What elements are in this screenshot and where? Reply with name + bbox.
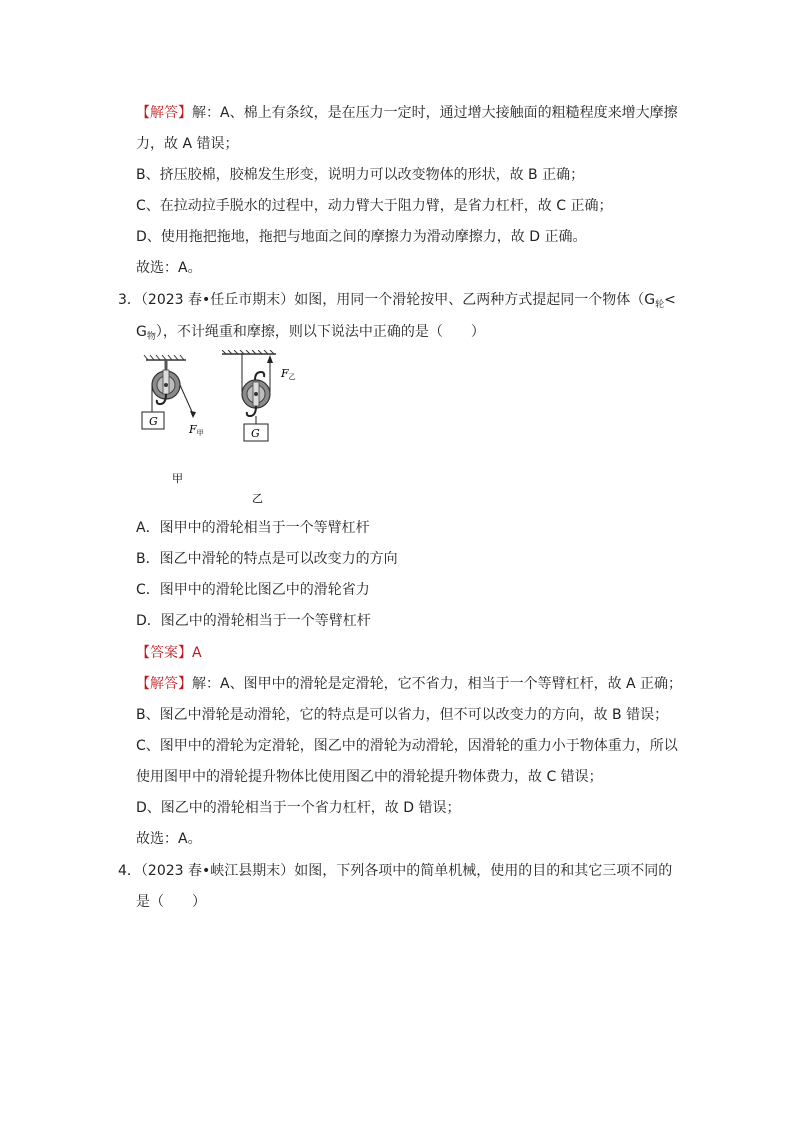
q3-final-choice: 故选：A。 <box>136 831 202 847</box>
g-label-jia: G <box>149 415 158 428</box>
g-label-yi: G <box>251 427 260 440</box>
pulley-figure <box>140 350 340 510</box>
solution-tag: 【解答】 <box>136 676 192 692</box>
q4-stem-line-2: 是（ ） <box>136 894 206 910</box>
q2-solution-line-4: C、在拉动拉手脱水的过程中，动力臂大于阻力臂，是省力杠杆，故 C 正确； <box>136 198 613 214</box>
question-number: 4． <box>118 863 141 879</box>
q3-stem-line-1: 3．（2023 春•任丘市期末）如图，用同一个滑轮按甲、乙两种方式提起同一个物体（$G_轮<$ <box>118 292 676 310</box>
q2-final-choice: 故选：A。 <box>136 260 202 276</box>
solution-tag: 【解答】 <box>136 105 192 121</box>
q3-solution-line-2: B、图乙中滑轮是动滑轮，它的特点是可以省力，但不可以改变力的方向，故 B 错误； <box>136 707 669 723</box>
answer-tag: 【答案】 <box>136 645 192 661</box>
q3-stem-line-2: $G_物$），不计绳重和摩擦，则以下说法中正确的是（ ） <box>136 324 485 342</box>
ceiling-yi <box>222 350 276 354</box>
q3-solution-line-3: C、图甲中的滑轮为定滑轮，图乙中的滑轮为动滑轮，因滑轮的重力小于物体重力，所以 <box>136 738 678 754</box>
answer-value: A <box>192 645 202 661</box>
q4-stem-line-1: 4．（2023 春•峡江县期末）如图，下列各项中的简单机械，使用的目的和其它三项不同的 <box>118 863 673 879</box>
movable-pulley <box>242 354 273 424</box>
q2-solution-line-1: 【解答】解：A、棉上有条纹，是在压力一定时，通过增大接触面的粗糙程度来增大摩擦 <box>136 105 678 121</box>
q2-solution-line-2: 力，故 A 错误； <box>136 136 239 152</box>
force-label-jia: F甲 <box>189 423 204 437</box>
q3-solution-line-4: 使用图甲中的滑轮提升物体比使用图乙中的滑轮提升物体费力，故 C 错误； <box>136 769 603 785</box>
figure-caption-jia: 甲 <box>172 472 183 485</box>
option-c: C．图甲中的滑轮比图乙中的滑轮省力 <box>136 582 370 598</box>
option-d: D．图乙中的滑轮相当于一个等臂杠杆 <box>136 613 371 629</box>
question-number: 3． <box>118 292 141 308</box>
q3-solution-line-1: 【解答】解：A、图甲中的滑轮是定滑轮，它不省力，相当于一个等臂杠杆，故 A 正确； <box>136 676 683 692</box>
ceiling-jia <box>144 355 186 360</box>
option-b: B．图乙中滑轮的特点是可以改变力的方向 <box>136 551 398 567</box>
q2-solution-line-3: B、挤压胶棉，胶棉发生形变，说明力可以改变物体的形状，故 B 正确； <box>136 167 585 183</box>
option-a: A．图甲中的滑轮相当于一个等臂杠杆 <box>136 520 370 536</box>
q3-solution-line-5: D、图乙中的滑轮相当于一个省力杠杆，故 D 错误； <box>136 800 461 816</box>
q2-solution-line-5: D、使用拖把拖地，拖把与地面之间的摩擦力为滑动摩擦力，故 D 正确。 <box>136 229 587 245</box>
force-label-yi: F乙 <box>281 367 296 381</box>
answer-line <box>136 643 202 663</box>
fixed-pulley <box>152 360 196 418</box>
figure-caption-yi: 乙 <box>252 492 263 505</box>
